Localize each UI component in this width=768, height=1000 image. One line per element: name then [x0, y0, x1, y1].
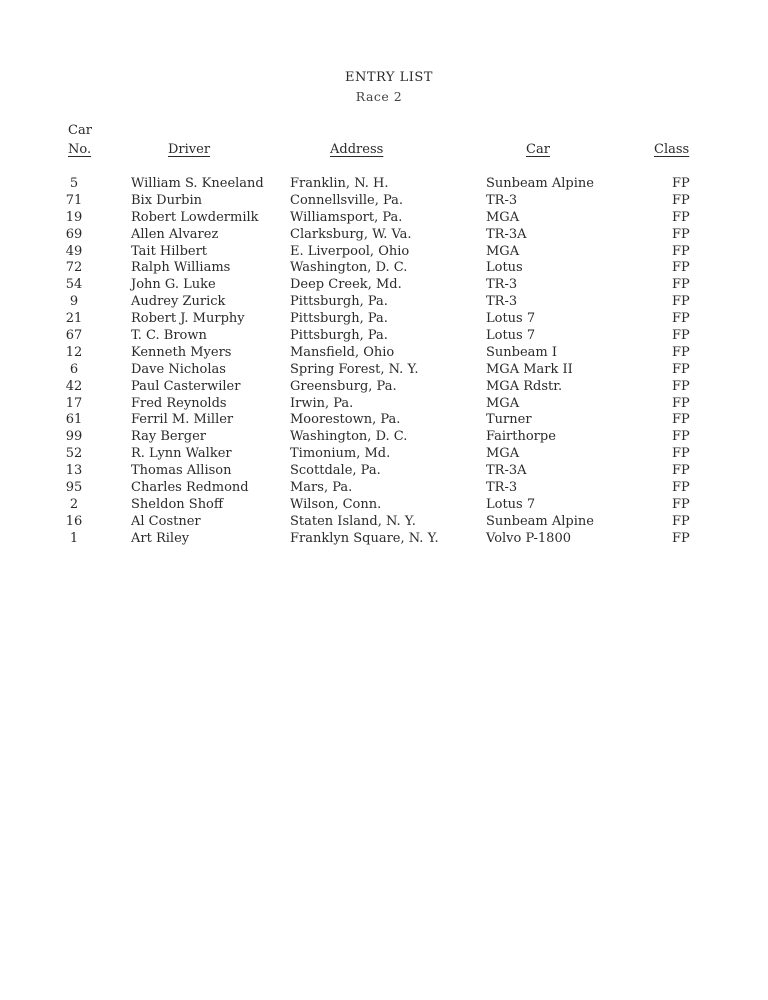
entry-car: Volvo P-1800 [486, 530, 571, 546]
entry-address: Washington, D. C. [290, 429, 408, 445]
entry-class: FP [672, 176, 690, 191]
entry-row [0, 210, 768, 227]
entry-car: Lotus 7 [486, 328, 536, 344]
entry-address: Washington, D. C. [290, 260, 408, 276]
entry-address: Wilson, Conn. [290, 496, 382, 512]
entry-class: FP [672, 463, 690, 479]
entry-no: 99 [65, 429, 83, 445]
entry-car: MGA [486, 243, 520, 259]
entry-address: Mansfield, Ohio [290, 344, 395, 360]
entry-car: MGA Mark II [486, 361, 573, 377]
entry-address: Williamsport, Pa. [290, 209, 403, 225]
entry-no: 49 [65, 243, 83, 259]
entry-car: Fairthorpe [486, 429, 556, 445]
entry-row [0, 311, 768, 328]
entry-no: 52 [65, 446, 83, 462]
entry-no: 1 [69, 530, 79, 546]
entry-address: Pittsburgh, Pa. [290, 311, 388, 327]
entry-driver: Art Riley [131, 530, 190, 546]
entry-driver: Bix Durbin [131, 192, 203, 208]
entry-address: Deep Creek, Md. [290, 277, 402, 293]
entry-address: Connellsville, Pa. [290, 192, 404, 208]
entry-no: 72 [65, 260, 83, 276]
entry-row [0, 514, 768, 531]
header-address: Address [330, 142, 384, 157]
document-subtitle: Race 2 [355, 89, 403, 104]
entry-row [0, 176, 768, 193]
entry-row [0, 294, 768, 311]
entry-no: 16 [65, 513, 83, 529]
entry-class: FP [672, 361, 690, 377]
entry-car: Lotus 7 [486, 496, 536, 512]
header-car-no-top: Car [68, 123, 92, 138]
entry-class: FP [672, 209, 690, 225]
entry-no: 61 [65, 412, 83, 428]
entry-class: FP [672, 192, 690, 208]
entry-address: Greensburg, Pa. [290, 378, 397, 394]
entry-car: MGA [486, 446, 520, 462]
entry-no: 69 [65, 226, 83, 242]
entry-driver: Charles Redmond [131, 480, 249, 496]
entry-no: 9 [69, 294, 79, 310]
entry-driver: Audrey Zurick [131, 294, 226, 310]
entry-car: Lotus 7 [486, 311, 536, 327]
entry-driver: Ralph Williams [131, 260, 231, 276]
entry-driver: Robert Lowdermilk [131, 209, 259, 225]
entry-car: TR-3A [486, 463, 527, 479]
entry-driver: Paul Casterwiler [131, 378, 241, 394]
entry-car: MGA Rdstr. [486, 378, 563, 394]
entry-no: 54 [65, 277, 83, 293]
entry-car: TR-3 [486, 294, 518, 310]
entry-class: FP [672, 226, 690, 242]
entry-row [0, 227, 768, 244]
entry-driver: Allen Alvarez [131, 226, 219, 242]
entry-driver: T. C. Brown [131, 328, 207, 344]
entry-driver: Al Costner [131, 513, 201, 529]
document-title: ENTRY LIST [345, 70, 433, 85]
entry-driver: Thomas Allison [131, 463, 232, 479]
entry-row [0, 379, 768, 396]
entry-row [0, 362, 768, 379]
entry-address: Mars, Pa. [290, 480, 353, 496]
entry-class: FP [672, 446, 690, 462]
entry-address: Moorestown, Pa. [290, 412, 401, 428]
entry-driver: John G. Luke [131, 277, 216, 293]
entry-car: Lotus [486, 260, 523, 276]
entry-address: Spring Forest, N. Y. [290, 361, 419, 377]
entry-no: 95 [65, 480, 83, 496]
entry-address: Scottdale, Pa. [290, 463, 381, 479]
entry-car: Sunbeam Alpine [486, 513, 594, 529]
entry-row [0, 277, 768, 294]
entry-no: 2 [69, 496, 79, 512]
entry-class: FP [672, 480, 690, 496]
entry-row [0, 531, 768, 548]
entry-car: Turner [486, 412, 532, 428]
entry-car: TR-3 [486, 192, 518, 208]
entry-address: Pittsburgh, Pa. [290, 328, 388, 344]
entry-no: 42 [65, 378, 83, 394]
entry-driver: William S. Kneeland [131, 176, 264, 191]
entry-car: MGA [486, 209, 520, 225]
entry-address: Franklin, N. H. [290, 176, 389, 191]
entry-car: TR-3 [486, 277, 518, 293]
entry-class: FP [672, 311, 690, 327]
entry-row [0, 260, 768, 277]
entry-no: 67 [65, 328, 83, 344]
entry-row [0, 497, 768, 514]
entry-car: Sunbeam I [486, 344, 558, 360]
entry-no: 6 [69, 361, 79, 377]
entry-row [0, 193, 768, 210]
header-driver: Driver [168, 142, 211, 157]
entry-no: 12 [65, 344, 83, 360]
entry-address: Pittsburgh, Pa. [290, 294, 388, 310]
entry-driver: Fred Reynolds [131, 395, 227, 411]
entry-row [0, 463, 768, 480]
entry-no: 5 [69, 176, 79, 191]
entry-list [0, 176, 768, 548]
entry-no: 17 [65, 395, 83, 411]
entry-row [0, 412, 768, 429]
entry-class: FP [672, 344, 690, 360]
entry-class: FP [672, 429, 690, 445]
entry-row [0, 244, 768, 261]
entry-row [0, 429, 768, 446]
header-car: Car [526, 142, 550, 157]
entry-class: FP [672, 328, 690, 344]
entry-car: TR-3 [486, 480, 518, 496]
entry-no: 13 [65, 463, 83, 479]
entry-car: Sunbeam Alpine [486, 176, 594, 191]
entry-no: 19 [65, 209, 83, 225]
header-class: Class [654, 142, 690, 157]
entry-class: FP [672, 277, 690, 293]
entry-row [0, 328, 768, 345]
entry-car: MGA [486, 395, 520, 411]
entry-driver: Ferril M. Miller [131, 412, 234, 428]
header-car-no: No. [68, 142, 92, 157]
entry-address: Clarksburg, W. Va. [290, 226, 412, 242]
entry-driver: Ray Berger [131, 429, 207, 445]
entry-class: FP [672, 294, 690, 310]
entry-row [0, 345, 768, 362]
entry-class: FP [672, 496, 690, 512]
entry-driver: Sheldon Shoff [131, 496, 224, 512]
entry-driver: Tait Hilbert [131, 243, 208, 259]
entry-address: E. Liverpool, Ohio [290, 243, 410, 259]
entry-row [0, 446, 768, 463]
entry-class: FP [672, 412, 690, 428]
entry-no: 21 [65, 311, 83, 327]
entry-car: TR-3A [486, 226, 527, 242]
entry-driver: Dave Nicholas [131, 361, 226, 377]
entry-no: 71 [65, 192, 83, 208]
entry-row [0, 396, 768, 413]
entry-class: FP [672, 260, 690, 276]
entry-driver: Kenneth Myers [131, 344, 232, 360]
entry-class: FP [672, 513, 690, 529]
entry-row [0, 480, 768, 497]
entry-address: Staten Island, N. Y. [290, 513, 416, 529]
entry-address: Irwin, Pa. [290, 395, 354, 411]
entry-class: FP [672, 378, 690, 394]
entry-address: Timonium, Md. [290, 446, 391, 462]
entry-driver: R. Lynn Walker [131, 446, 232, 462]
entry-class: FP [672, 530, 690, 546]
entry-class: FP [672, 395, 690, 411]
entry-address: Franklyn Square, N. Y. [290, 530, 439, 546]
entry-driver: Robert J. Murphy [131, 311, 245, 327]
entry-class: FP [672, 243, 690, 259]
